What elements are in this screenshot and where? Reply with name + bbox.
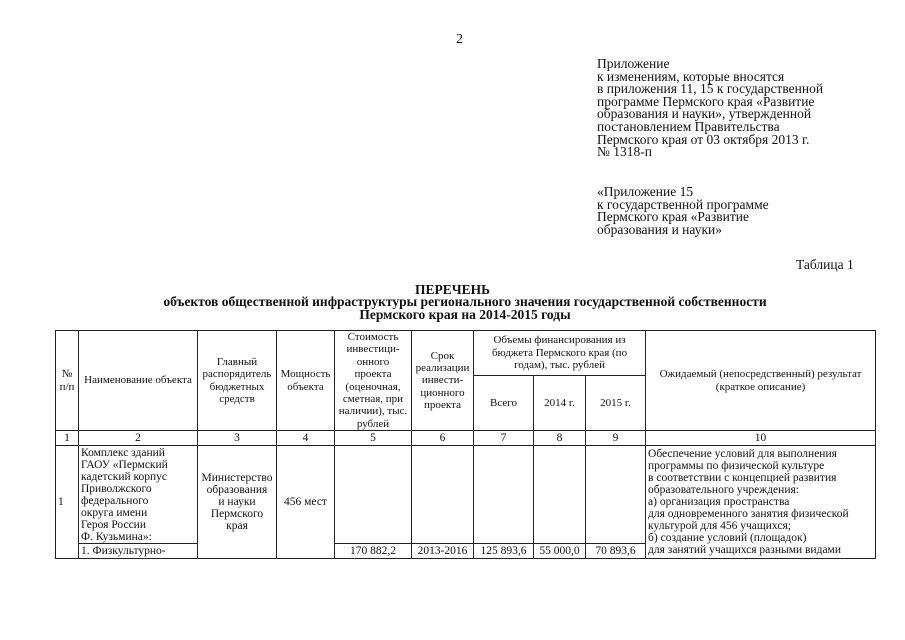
column-number: 3 xyxy=(198,431,277,446)
appendix-15-line: образования и науки» xyxy=(597,221,723,237)
appendix-15-line: к государственной программе xyxy=(597,196,769,212)
object-name-line: ГАОУ «Пермский xyxy=(81,458,168,471)
column-number: 9 xyxy=(586,431,646,446)
result-line: Обеспечение условий для выполнения xyxy=(648,448,837,461)
result-line: а) организация пространства xyxy=(648,496,790,509)
appendix-line: в приложения 11, 15 к государственной xyxy=(597,81,824,97)
column-number: 2 xyxy=(79,431,198,446)
budget-manager-line: края xyxy=(226,520,248,533)
budget-manager-line: и науки xyxy=(218,496,256,509)
column-number: 1 xyxy=(56,431,79,446)
header-2014: 2014 г. xyxy=(534,375,586,431)
total-cell xyxy=(474,446,534,544)
result-line: программы по физической культуре xyxy=(648,460,825,473)
sub-object-2014: 55 000,0 xyxy=(534,544,586,559)
table-label: Таблица 1 xyxy=(796,257,854,272)
result-line: для занятий учащихся разными видами xyxy=(648,544,841,557)
subtitle-line: Пермского края на 2014-2015 годы xyxy=(359,306,571,322)
column-number: 4 xyxy=(277,431,335,446)
object-name-line: Ф. Кузьмина»: xyxy=(81,530,152,543)
result-line: для одновременного занятия физической xyxy=(648,508,849,521)
sub-object-name: 1. Физкультурно- xyxy=(79,544,198,559)
header-capacity: Мощность объекта xyxy=(277,331,335,431)
budget-manager-line: Пермского xyxy=(210,508,264,521)
objects-table xyxy=(55,330,876,559)
header-total: Всего xyxy=(474,375,534,431)
sub-object-cost: 170 882,2 xyxy=(335,544,412,559)
sub-object-term: 2013-2016 xyxy=(412,544,474,559)
column-number: 5 xyxy=(335,431,412,446)
result-line: в соответствии с концепцией развития xyxy=(648,472,837,485)
object-name-line: Приволжского xyxy=(81,482,152,495)
appendix-line: Пермского края от 03 октября 2013 г. xyxy=(597,131,810,147)
budget-manager-line: образования xyxy=(206,484,268,497)
appendix-line: № 1318-п xyxy=(597,144,652,160)
appendix-15-line: Пермского края «Развитие xyxy=(597,209,749,225)
column-number: 8 xyxy=(534,431,586,446)
appendix-line: образования и науки», утвержденной xyxy=(597,106,812,122)
object-name-line: Комплекс зданий xyxy=(81,446,165,459)
budget-manager-line: Министерство xyxy=(201,472,273,485)
header-cost: Стоимость инвестици- онного проекта (оценочная, сметная, при наличии), тыс. рублей xyxy=(335,331,412,431)
sub-object-total: 125 893,6 xyxy=(474,544,534,559)
object-name-line: округа имени xyxy=(81,506,148,519)
column-number: 7 xyxy=(474,431,534,446)
header-2015: 2015 г. xyxy=(586,375,646,431)
subtitle-line: объектов общественной инфраструктуры регионального значения государственной собственности xyxy=(163,294,767,309)
object-name-line: федерального xyxy=(81,494,149,507)
term-cell xyxy=(412,446,474,544)
header-result: Ожидаемый (непосредственный) результат (краткое описание) xyxy=(646,331,876,431)
y2015-cell xyxy=(586,446,646,544)
row-number: 1 xyxy=(56,446,79,559)
y2014-cell xyxy=(534,446,586,544)
appendix-line: постановлением Правительства xyxy=(597,118,780,134)
document-title: ПЕРЕЧЕНЬ xyxy=(414,282,491,297)
column-number: 6 xyxy=(412,431,474,446)
appendix-15-note xyxy=(597,186,897,236)
object-name-line: Героя России xyxy=(81,518,146,531)
object-name-line: кадетский корпус xyxy=(81,470,168,483)
header-num: № п/п xyxy=(56,331,79,431)
document-subtitle xyxy=(60,296,870,321)
cost-cell xyxy=(335,446,412,544)
result-line: б) создание условий (площадок) xyxy=(648,532,807,545)
appendix-line: программе Пермского края «Развитие xyxy=(597,93,815,109)
header-name: Наименование объекта xyxy=(79,331,198,431)
result-line: культурой для 456 учащихся; xyxy=(648,520,791,533)
appendix-line: к изменениям, которые вносятся xyxy=(597,68,785,84)
sub-object-2015: 70 893,6 xyxy=(586,544,646,559)
budget-manager xyxy=(198,446,277,559)
result-line: образовательного учреждения: xyxy=(648,484,799,497)
appendix-note xyxy=(597,58,897,159)
header-funding: Объемы финансирования из бюджета Пермского края (по годам), тыс. рублей xyxy=(474,331,646,376)
column-number: 10 xyxy=(646,431,876,446)
expected-result xyxy=(646,446,876,559)
header-manager: Главный распорядитель бюджетных средств xyxy=(198,331,277,431)
page-number: 2 xyxy=(456,32,463,47)
header-term: Срок реализации инвести- ционного проекта xyxy=(412,331,474,431)
object-capacity: 456 мест xyxy=(277,446,335,559)
appendix-line: Приложение xyxy=(597,56,670,71)
appendix-15-line: «Приложение 15 xyxy=(597,184,694,199)
object-name xyxy=(79,446,198,544)
